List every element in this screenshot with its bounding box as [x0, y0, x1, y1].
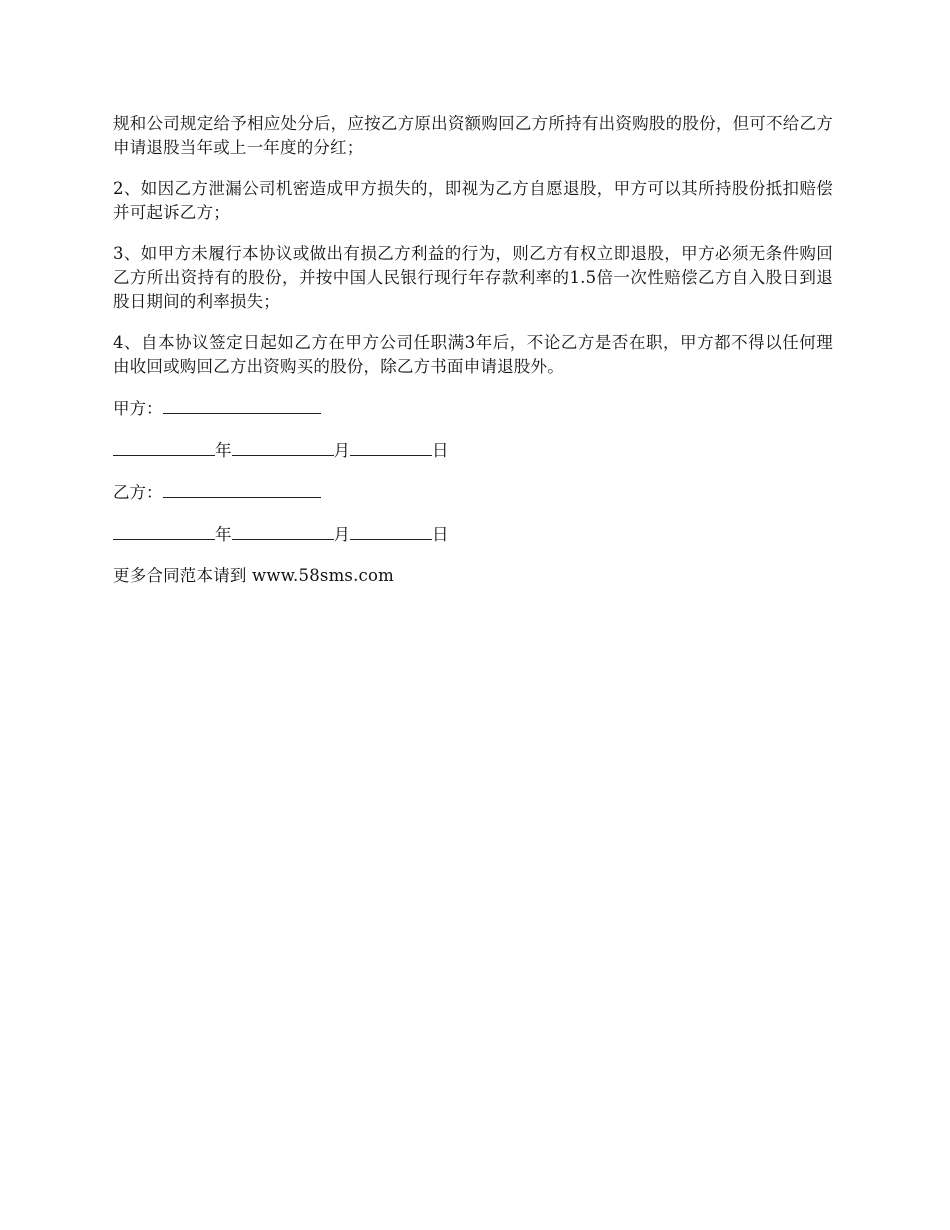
party-a-signature-blank	[163, 396, 321, 414]
clause-paragraph-continuation: 规和公司规定给予相应处分后，应按乙方原出资额购回乙方所持有出资购股的股份，但可不给乙方申请退股当年或上一年度的分红；	[113, 114, 833, 157]
party-a-label: 甲方：	[113, 399, 163, 418]
party-a-year-blank	[113, 438, 215, 456]
party-b-signature-blank	[163, 480, 321, 498]
party-a-month-blank	[232, 438, 334, 456]
party-b-year-blank	[113, 522, 215, 540]
clause-paragraph-4: 4、自本协议签定日起如乙方在甲方公司任职满3年后，不论乙方是否在职，甲方都不得以任何理由收回或购回乙方出资购买的股份，除乙方书面申请退股外。	[113, 333, 833, 376]
party-b-month-blank	[232, 522, 334, 540]
party-b-month-label: 月	[333, 525, 350, 544]
footer-note: 更多合同范本请到 www.58sms.com	[113, 566, 394, 585]
party-a-year-label: 年	[215, 441, 232, 460]
party-b-date-line	[113, 522, 833, 547]
party-b-year-label: 年	[215, 525, 232, 544]
document-body	[113, 112, 833, 605]
party-b-day-label: 日	[432, 525, 449, 544]
party-a-signature-line	[113, 396, 833, 421]
party-a-month-label: 月	[333, 441, 350, 460]
party-a-date-line	[113, 438, 833, 463]
party-b-day-blank	[350, 522, 432, 540]
party-b-signature-line	[113, 480, 833, 505]
clause-paragraph-3: 3、如甲方未履行本协议或做出有损乙方利益的行为，则乙方有权立即退股，甲方必须无条件购回乙方所出资持有的股份，并按中国人民银行现行年存款利率的1.5倍一次性赔偿乙方自入股日到退股日期间的利率损失；	[113, 244, 833, 311]
party-a-day-label: 日	[432, 441, 449, 460]
clause-paragraph-2: 2、如因乙方泄漏公司机密造成甲方损失的，即视为乙方自愿退股，甲方可以其所持股份抵扣赔偿并可起诉乙方；	[113, 179, 833, 222]
party-b-label: 乙方：	[113, 483, 163, 502]
party-a-day-blank	[350, 438, 432, 456]
